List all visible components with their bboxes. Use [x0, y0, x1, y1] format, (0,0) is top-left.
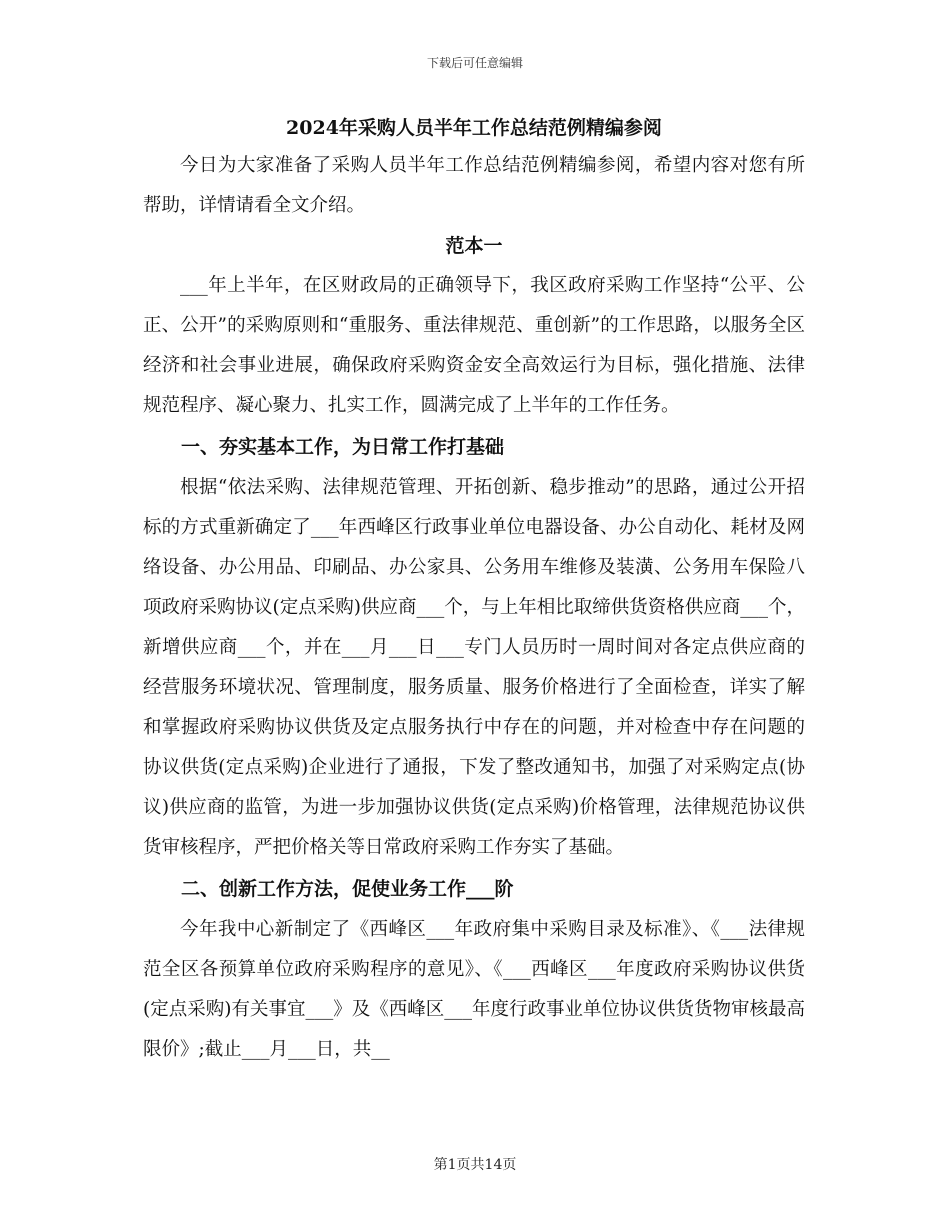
download-note: 下载后可任意编辑: [426, 56, 523, 70]
section-heading-1: 一、夯实基本工作，为日常工作打基础: [181, 436, 505, 458]
section-heading-2: 二、创新工作方法，促使业务工作___阶: [181, 878, 514, 900]
paragraph-2: 根据“依法采购、法律规范管理、开拓创新、稳步推动”的思路，通过公开招标的方式重新确定了___年西峰区行政事业单位电器设备、办公自动化、耗材及网络设备、办公用品、印刷品、办公家具、公务用车维修及装潢、公务用车保险八项政府采购协议(定点采购)供应商___个，与上年相比取缔供货资格供应商___个，新增供应商___个，并在___月___日___专门人员历时一周时间对各定点供应商的经营服务环境状况、管理制度，服务质量、服务价格进行了全面检查，详实了解和掌握政府采购协议供货及定点服务执行中存在的问题，并对检查中存在问题的协议供货(定点采购)企业进行了通报，下发了整改通知书，加强了对采购定点(协议)供应商的监管，为进一步加强协议供货(定点采购)价格管理，法律规范协议供货审核程序，严把价格关等日常政府采购工作夯实了基础。: [143, 477, 805, 858]
paragraph-3: 今年我中心新制定了《西峰区___年政府集中采购目录及标准》、《___法律规范全区各预算单位政府采购程序的意见》、《___西峰区___年度政府采购协议供货(定点采购)有关事宜___》及《西峰区___年度行政事业单位协议供货货物审核最高限价》;截止___月___日，共__: [143, 919, 805, 1060]
document-title: 2024年采购人员半年工作总结范例精编参阅: [286, 117, 662, 139]
page-number: 第1页共14页: [433, 1157, 517, 1173]
intro-paragraph: 今日为大家准备了采购人员半年工作总结范例精编参阅，希望内容对您有所帮助，详情请看全文介绍。: [143, 155, 805, 216]
document-body: [143, 110, 805, 1070]
paragraph-1: ___年上半年，在区财政局的正确领导下，我区政府采购工作坚持“公平、公正、公开”的采购原则和“重服务、重法律规范、重创新”的工作思路，以服务全区经济和社会事业进展，确保政府采购资金安全高效运行为目标，强化措施、法律规范程序、凝心聚力、扎实工作，圆满完成了上半年的工作任务。: [143, 275, 805, 416]
sample-label: 范本一: [445, 235, 503, 257]
